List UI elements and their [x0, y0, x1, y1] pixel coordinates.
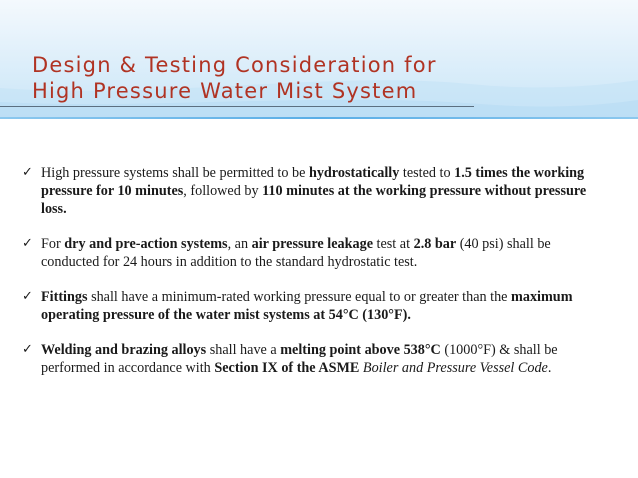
check-mark-icon: ✓	[22, 236, 33, 251]
title-line-2: High Pressure Water Mist System	[32, 79, 418, 103]
bullet-text-segment: For	[41, 236, 65, 252]
title-line-1: Design & Testing Consideration for	[32, 53, 437, 77]
title-underline	[0, 106, 474, 107]
bullet-item	[22, 341, 612, 377]
bullet-text-segment: , followed by	[183, 183, 263, 199]
bullet-text-segment: 1.5 times the working pressure for 10 minutes	[41, 165, 585, 199]
bullet-text-segment: 2.8 bar	[413, 236, 457, 252]
bullet-text-segment: High pressure systems shall be permitted to be	[41, 165, 309, 181]
bullet-text-segment: hydrostatically	[308, 165, 400, 181]
check-mark-icon: ✓	[22, 289, 33, 304]
bullet-text-segment: Section IX of the ASME	[214, 360, 360, 376]
bullet-item	[22, 235, 612, 271]
bullet-text-segment: shall have a minimum-rated working pressure equal to or greater than the	[87, 289, 512, 305]
bullet-text-segment: maximum operating pressure of the water mist systems at 54°C (130°F).	[41, 289, 573, 323]
bullet-text-segment: (40 psi) shall be conducted for 24 hours in addition to the standard hydrostatic test.	[41, 236, 551, 270]
bullet-text-segment: Welding and brazing alloys	[41, 342, 207, 358]
check-mark-icon: ✓	[22, 165, 33, 180]
bullet-text-segment: dry and pre-action systems	[64, 236, 228, 252]
slide-title	[32, 52, 592, 104]
bullet-text-segment: Fittings	[41, 289, 88, 305]
bullet-text-segment: air pressure leakage	[251, 236, 373, 252]
check-mark-icon: ✓	[22, 342, 33, 357]
bullet-text-segment: .	[547, 360, 552, 376]
bullet-item	[22, 164, 612, 218]
bullet-text-segment: Boiler and Pressure Vessel Code	[362, 360, 548, 376]
bullet-text-segment: test at	[373, 236, 414, 252]
bullet-list	[22, 164, 612, 377]
bullet-text-segment: , an	[227, 236, 252, 252]
header-divider	[0, 117, 638, 119]
bullet-item	[22, 288, 612, 324]
bullet-text-segment: melting point above 538°C	[280, 342, 441, 358]
bullet-text-segment: shall have a	[206, 342, 281, 358]
bullet-text-segment: (1000°F) & shall be performed in accordance with	[41, 342, 558, 376]
bullet-text-segment: tested to	[399, 165, 455, 181]
bullet-text-segment: 110 minutes at the working pressure without pressure loss.	[41, 183, 587, 217]
